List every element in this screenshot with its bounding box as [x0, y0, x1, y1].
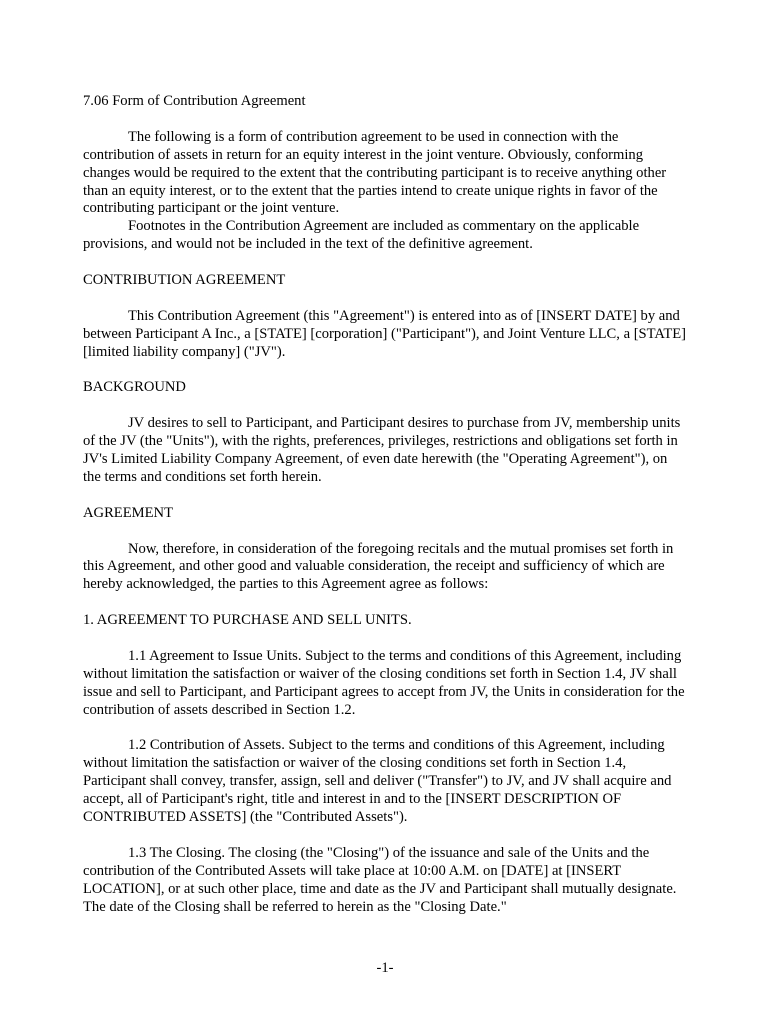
section-1-3-paragraph: 1.3 The Closing. The closing (the "Closing") of the issuance and sale of the Units and the contribution of the Contributed Assets will take place at 10:00 A.M. on [DATE] at [INSERT LOCATION], or at such other place, time and date as the JV and Participant shall mutually designate. The date of the Closing shall be referred to herein as the "Closing Date." [83, 844, 677, 915]
spacer [83, 111, 688, 129]
agreement-paragraph: Now, therefore, in consideration of the foregoing recitals and the mutual promises set forth in this Agreement, and other good and valuable consideration, the receipt and sufficiency of which are hereby acknowledged, the parties to this Agreement agree as follows: [83, 540, 674, 593]
spacer [83, 362, 688, 380]
spacer [83, 630, 688, 648]
preamble-paragraph: This Contribution Agreement (this "Agreement") is entered into as of [INSERT DATE] by and between Participant A Inc., a [STATE] [corporation] ("Participant"), and Joint Venture LLC, a [STATE] [limited liability company] ("JV"). [83, 307, 687, 360]
background-heading: BACKGROUND [83, 379, 186, 396]
document-body [83, 93, 688, 917]
background-paragraph: JV desires to sell to Participant, and Participant desires to purchase from JV, membership units of the JV (the "Units"), with the rights, preferences, privileges, restrictions and obligations set forth in JV's Limited Liability Company Agreement, of even date herewith (the "Operating Agreement"), on the terms and conditions set forth herein. [83, 415, 681, 485]
spacer [83, 523, 688, 541]
spacer [83, 594, 688, 612]
spacer [83, 827, 688, 845]
agreement-title: CONTRIBUTION AGREEMENT [83, 272, 286, 289]
section-1-heading: 1. AGREEMENT TO PURCHASE AND SELL UNITS. [83, 612, 412, 629]
section-1-2-paragraph: 1.2 Contribution of Assets. Subject to the terms and conditions of this Agreement, including without limitation the satisfaction or waiver of the closing conditions set forth in Section 1.4, Participant shall convey, transfer, assign, sell and deliver ("Transfer") to JV, and JV shall acquire and accept, all of Participant's right, title and interest in and to the [INSERT DESCRIPTION OF CONTRIBUTED ASSETS] (the "Contributed Assets"). [83, 737, 672, 826]
section-title: 7.06 Form of Contribution Agreement [83, 93, 306, 109]
spacer [83, 397, 688, 415]
spacer [83, 720, 688, 738]
intro-paragraph-2: Footnotes in the Contribution Agreement are included as commentary on the applicable provisions, and would not be included in the text of the definitive agreement. [83, 218, 640, 253]
intro-paragraph-1: The following is a form of contribution agreement to be used in connection with the contribution of assets in return for an equity interest in the joint venture. Obviously, conforming changes would be required to the extent that the contributing participant is to receive anything other than an equity interest, or to the extent that the parties intend to create unique rights in favor of the contributing participant or the joint venture. [83, 128, 667, 217]
spacer [83, 254, 688, 272]
agreement-heading: AGREEMENT [83, 504, 173, 521]
spacer [83, 487, 688, 505]
section-1-1-paragraph: 1.1 Agreement to Issue Units. Subject to the terms and conditions of this Agreement, including without limitation the satisfaction or waiver of the closing conditions set forth in Section 1.4, JV shall issue and sell to Participant, and Participant agrees to accept from JV, the Units in consideration for the contribution of assets described in Section 1.2. [83, 647, 685, 718]
spacer [83, 290, 688, 308]
page-number: -1- [376, 960, 394, 976]
